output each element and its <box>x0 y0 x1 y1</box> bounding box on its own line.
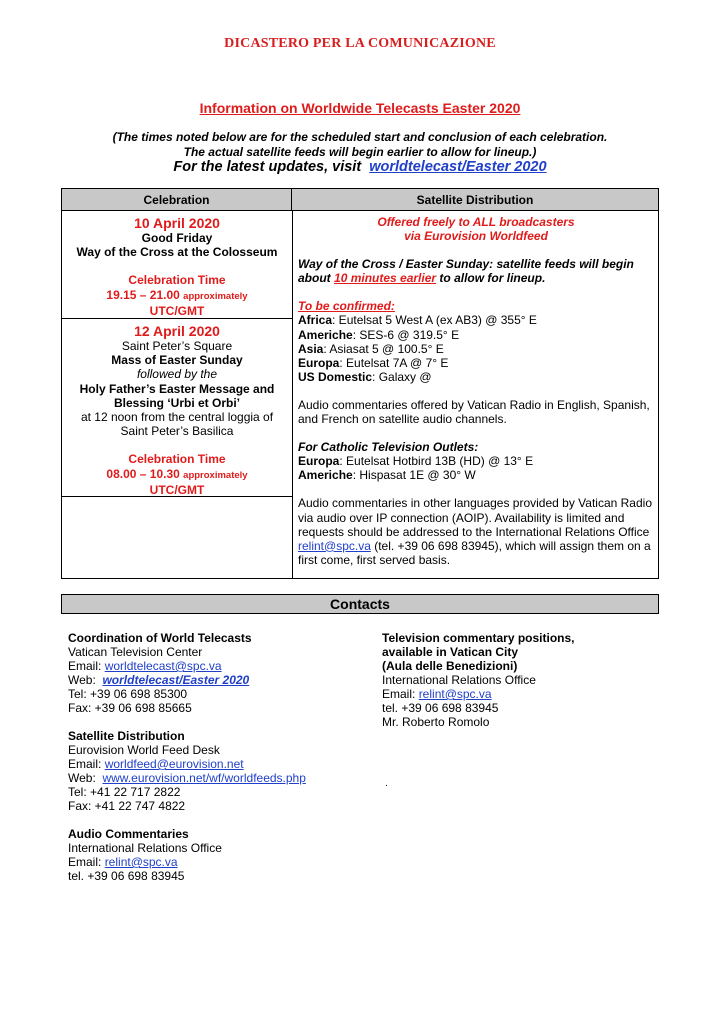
audio-tel: tel. +39 06 698 83945 <box>68 869 185 883</box>
tv-org: International Relations Office <box>382 673 536 687</box>
celebration-time: 08.00 – 10.30 approximately <box>106 466 248 481</box>
celebration-message: Holy Father’s Easter Message and <box>79 381 275 396</box>
updates-link[interactable]: worldtelecast/Easter 2020 <box>369 159 547 175</box>
coordination-fax: Fax: +39 06 698 85665 <box>68 701 192 715</box>
satellite-heading: Satellite Distribution <box>68 729 185 743</box>
coordination-tel: Tel: +39 06 698 85300 <box>68 687 188 701</box>
satellite-distribution <box>298 215 654 567</box>
satellite-tel: Tel: +41 22 717 2822 <box>68 785 181 799</box>
lineup-note: Way of the Cross / Easter Sunday: satellite feeds will begin about 10 minutes earlier to allow for lineup. <box>298 257 634 286</box>
region-us-domestic: US Domestic: Galaxy @ <box>298 369 432 384</box>
offered-line-1: Offered freely to ALL broadcasters <box>377 215 575 229</box>
region-asia: Asia: Asiasat 5 @ 100.5° E <box>298 341 444 356</box>
audio-heading: Audio Commentaries <box>68 827 189 841</box>
catholic-americhe: Americhe: Hispasat 1E @ 30° W <box>298 468 476 483</box>
region-americhe: Americhe: SES-6 @ 319.5° E <box>298 327 460 342</box>
stray-dot: . <box>385 778 388 789</box>
updates-prefix: For the latest updates, visit <box>173 159 362 175</box>
region-africa: Africa: Eutelsat 5 West A (ex AB3) @ 355° E <box>298 313 537 328</box>
coordination-heading: Coordination of World Telecasts <box>68 631 252 645</box>
celebration-day: Good Friday <box>141 231 213 245</box>
satellite-email: Email: worldfeed@eurovision.net <box>68 757 244 771</box>
catholic-europa: Europa: Eutelsat Hotbird 13B (HD) @ 13° E <box>298 454 534 469</box>
contacts-heading: Contacts <box>61 594 659 614</box>
celebration-timezone: UTC/GMT <box>149 303 205 318</box>
document-title: Information on Worldwide Telecasts Easter 2020 <box>199 100 521 116</box>
celebration-event: Way of the Cross at the Colosseum <box>76 245 278 260</box>
celebration-time-label: Celebration Time <box>128 452 226 467</box>
coordination-web-link[interactable]: worldtelecast/Easter 2020 <box>102 673 250 687</box>
coordination-email-link[interactable]: worldtelecast@spc.va <box>104 659 222 673</box>
telecast-table <box>61 188 659 579</box>
to-be-confirmed: To be confirmed: <box>298 299 395 314</box>
updates-line <box>0 159 720 175</box>
catholic-outlets-heading: For Catholic Television Outlets: <box>298 440 479 455</box>
column-header-satellite: Satellite Distribution <box>292 189 658 211</box>
celebration-timezone: UTC/GMT <box>149 482 205 497</box>
tv-email-link[interactable]: relint@spc.va <box>418 687 492 701</box>
note-line-1: (The times noted below are for the scheduled start and conclusion of each celebration. <box>112 130 608 144</box>
celebration-followed: followed by the <box>136 367 218 382</box>
celebration-blessing: Blessing ‘Urbi et Orbi’ <box>113 395 241 410</box>
audio-email-link[interactable]: relint@spc.va <box>104 855 178 869</box>
celebration-loggia: at 12 noon from the central loggia of <box>80 410 274 425</box>
celebration-time-label: Celebration Time <box>128 273 226 288</box>
audio-commentaries-note: Audio commentaries offered by Vatican Radio in English, Spanish, and French on satellite audio channels. <box>298 397 650 427</box>
celebration-basilica: Saint Peter’s Basilica <box>120 424 234 439</box>
satellite-web: Web: www.eurovision.net/wf/worldfeeds.php <box>68 771 306 785</box>
tv-heading-1: Television commentary positions, <box>382 631 575 645</box>
celebration-easter-sunday <box>62 323 292 497</box>
satellite-org: Eurovision World Feed Desk <box>68 743 220 757</box>
tv-email: Email: relint@spc.va <box>382 687 492 701</box>
column-divider <box>292 211 293 578</box>
tv-heading-3: (Aula delle Benedizioni) <box>382 659 518 673</box>
coordination-email: Email: worldtelecast@spc.va <box>68 659 222 673</box>
tv-person: Mr. Roberto Romolo <box>382 715 490 729</box>
relint-email-link[interactable]: relint@spc.va <box>298 538 371 553</box>
celebration-date: 12 April 2020 <box>134 323 220 339</box>
row-divider <box>62 318 292 319</box>
satellite-web-link[interactable]: www.eurovision.net/wf/worldfeeds.php <box>102 771 306 785</box>
contacts-right-column <box>382 631 682 729</box>
coordination-org: Vatican Television Center <box>68 645 203 659</box>
celebration-time: 19.15 – 21.00 approximately <box>106 287 248 302</box>
note-line-2: The actual satellite feeds will begin earlier to allow for lineup.) <box>183 145 537 159</box>
satellite-email-link[interactable]: worldfeed@eurovision.net <box>104 757 244 771</box>
celebration-date: 10 April 2020 <box>134 215 220 231</box>
audio-org: International Relations Office <box>68 841 222 855</box>
tv-heading-2: available in Vatican City <box>382 645 519 659</box>
celebration-event: Mass of Easter Sunday <box>111 353 243 368</box>
dicastery-header: DICASTERO PER LA COMUNICAZIONE <box>224 36 496 51</box>
region-europa: Europa: Eutelsat 7A @ 7° E <box>298 355 449 370</box>
aoip-note: Audio commentaries in other languages provided by Vatican Radio via audio over IP connection (AOIP). Availability is limited and requests should be addressed to the International Relations Office relint@spc.va (tel. +39 06 698 83945), which will assign them on a first come, first served basis. <box>298 496 652 567</box>
coordination-web: Web: worldtelecast/Easter 2020 <box>68 673 250 687</box>
offered-line-2: via Eurovision Worldfeed <box>404 229 548 244</box>
satellite-fax: Fax: +41 22 747 4822 <box>68 799 186 813</box>
contacts-left-column <box>68 631 368 883</box>
audio-email: Email: relint@spc.va <box>68 855 178 869</box>
celebration-good-friday <box>62 215 292 318</box>
celebration-place: Saint Peter’s Square <box>121 339 233 353</box>
column-header-celebration: Celebration <box>62 189 292 211</box>
tv-tel: tel. +39 06 698 83945 <box>382 701 499 715</box>
